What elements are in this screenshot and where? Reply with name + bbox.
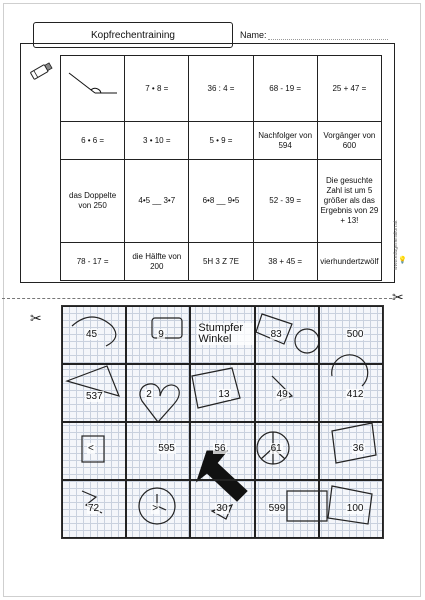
- puzzle-answer: 13: [218, 389, 230, 400]
- puzzle-piece: [62, 364, 126, 422]
- puzzle-piece: [319, 306, 383, 364]
- task-cell: 7 • 8 =: [125, 56, 189, 122]
- puzzle-piece: [319, 422, 383, 480]
- task-cell: 6 • 6 =: [61, 122, 125, 160]
- task-cell: das Doppelte von 250: [61, 160, 125, 243]
- lightbulb-icon: 💡: [398, 257, 407, 264]
- obtuse-angle-icon: [65, 69, 121, 105]
- puzzle-piece: [190, 480, 254, 538]
- puzzle-answer: 30: [216, 503, 228, 514]
- puzzle-answer: 599: [268, 503, 286, 514]
- puzzle-piece: [255, 480, 319, 538]
- task-cell: Die gesuchte Zahl ist um 5 größer als das Ergebnis von 29 + 13!: [317, 160, 381, 243]
- puzzle-piece: [62, 306, 126, 364]
- angle-drawing-cell: [61, 56, 125, 122]
- puzzle-piece: [126, 422, 190, 480]
- puzzle-piece: [126, 364, 190, 422]
- glue-stick-icon: [27, 60, 55, 82]
- puzzle-piece: [255, 422, 319, 480]
- puzzle-piece: [190, 422, 254, 480]
- puzzle-piece: [319, 364, 383, 422]
- task-cell: 52 - 39 =: [253, 160, 317, 243]
- task-cell: 4•5 __ 3•7: [125, 160, 189, 243]
- puzzle-answer: 500: [346, 329, 364, 340]
- puzzle-answer: 100: [346, 503, 364, 514]
- puzzle-piece: [255, 306, 319, 364]
- puzzle-answer: 49: [276, 389, 288, 400]
- puzzle-piece: [126, 306, 190, 364]
- puzzle-answer: 9: [158, 329, 164, 340]
- task-cell: 36 : 4 =: [189, 56, 253, 122]
- puzzle-piece: [190, 364, 254, 422]
- task-cell: 78 - 17 =: [61, 243, 125, 281]
- puzzle-answer: Stumpfer Winkel: [197, 323, 253, 345]
- task-row: [61, 56, 382, 122]
- puzzle-piece: [62, 422, 126, 480]
- puzzle-answer: 36: [352, 443, 364, 454]
- task-cell: Vorgänger von 600: [317, 122, 381, 160]
- puzzle-answer: 412: [346, 389, 364, 400]
- task-cell: 6•8 __ 9•5: [189, 160, 253, 243]
- task-grid: [60, 55, 382, 281]
- puzzle-answer: 2: [146, 389, 152, 400]
- name-line: [268, 39, 388, 40]
- puzzle-answer: 72: [88, 503, 100, 514]
- task-cell: 5 • 9 =: [189, 122, 253, 160]
- task-cell: 68 - 19 =: [253, 56, 317, 122]
- puzzle-piece: [126, 480, 190, 538]
- side-website-text: www.edugeneration.at: [393, 220, 399, 270]
- task-cell: 3 • 10 =: [125, 122, 189, 160]
- scissors-icon: ✂: [30, 310, 42, 326]
- task-row: [61, 160, 382, 243]
- puzzle-grid: [62, 306, 383, 538]
- puzzle-answer: 537: [86, 391, 103, 402]
- scissors-icon: ✂: [392, 289, 404, 305]
- name-label: Name:: [240, 30, 267, 40]
- puzzle-piece: [255, 364, 319, 422]
- puzzle-answer: >: [152, 503, 159, 514]
- puzzle-answer: <: [88, 443, 94, 454]
- cut-line: [2, 298, 392, 299]
- task-cell: die Hälfte von 200: [125, 243, 189, 281]
- task-row: [61, 122, 382, 160]
- worksheet-title: Kopfrechentraining: [91, 29, 175, 41]
- task-cell: 5H 3 Z 7E: [189, 243, 253, 281]
- task-cell: Nachfolger von 594: [253, 122, 317, 160]
- task-cell: 25 + 47 =: [317, 56, 381, 122]
- puzzle-answer: 61: [270, 443, 282, 454]
- puzzle-answer: 45: [86, 329, 98, 340]
- task-cell: vierhundertzwölf: [317, 243, 381, 281]
- task-row: [61, 243, 382, 281]
- puzzle-piece: [319, 480, 383, 538]
- puzzle-answer: 595: [158, 443, 175, 454]
- puzzle-piece: [62, 480, 126, 538]
- task-cell: 38 + 45 =: [253, 243, 317, 281]
- puzzle-answer: 83: [270, 329, 282, 340]
- puzzle-picture: [61, 305, 384, 539]
- puzzle-answer: 56: [214, 443, 226, 454]
- puzzle-piece: [190, 306, 254, 364]
